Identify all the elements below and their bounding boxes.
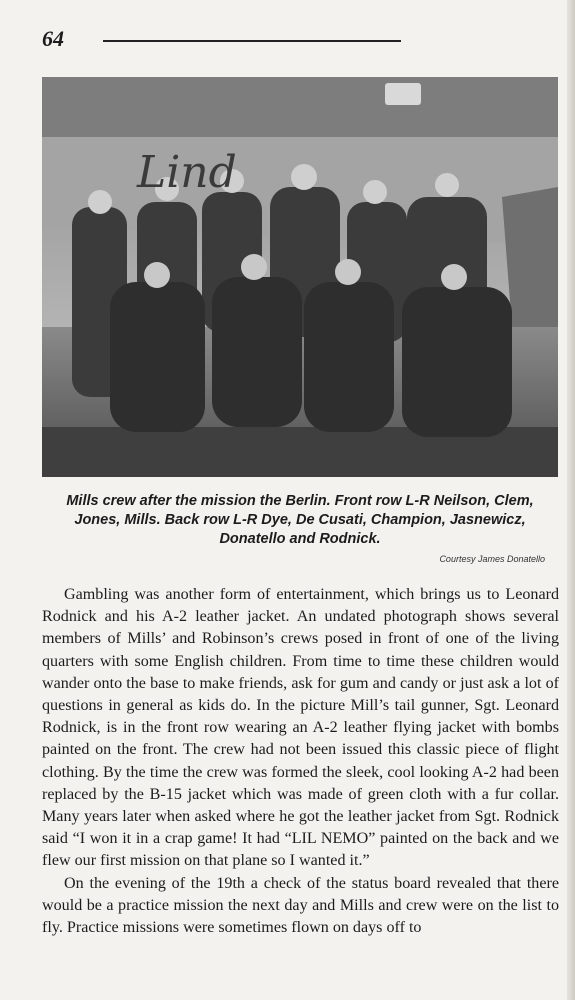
header-rule bbox=[103, 40, 401, 42]
crew-photo-graphic bbox=[42, 77, 558, 477]
page-number: 64 bbox=[42, 26, 64, 51]
page-edge bbox=[567, 0, 575, 1000]
photo-stamp bbox=[385, 83, 421, 105]
paragraph: On the evening of the 19th a check of the status board revealed that there would be a practice mission the next day and Mills and crew were on the list to fly. Practice missions were sometimes flown on days off to bbox=[42, 874, 559, 937]
nose-art-text: Lind bbox=[137, 147, 237, 198]
figure-caption: Mills crew after the mission the Berlin. Front row L-R Neilson, Clem, Jones, Mills. Back row L-R Dye, De Cusati, Champion, Jasnewicz, Donatello and Rodnick. bbox=[66, 493, 534, 547]
body-text bbox=[42, 584, 559, 939]
photo-credit: Courtesy James Donatello bbox=[439, 554, 545, 564]
crew-photo bbox=[42, 77, 558, 477]
paragraph: Gambling was another form of entertainment, which brings us to Leonard Rodnick and his A-2 leather jacket. An undated photograph shows several members of Mills’ and Robinson’s crews posed in front of one of the living quarters with some English children. From time to time these children would wander onto the base to make friends, ask for gum and candy or just ask a lot of questions in general as kids do. In the picture Mill’s tail gunner, Sgt. Leonard Rodnick, is in the front row wearing an A-2 leather flying jacket with bombs painted on the front. The crew had not been issued this classic piece of flight clothing. By the time the crew was formed the sleek, cool looking A-2 had been replaced by the B-15 jacket which was made of green cloth with a fur collar. Many years later when asked where he got the leather jacket from Sgt. Rodnick said “I won it in a crap game! It had “LIL NEMO” painted on the back and we flew our first mission on that plane so I wanted it.” bbox=[42, 586, 559, 870]
